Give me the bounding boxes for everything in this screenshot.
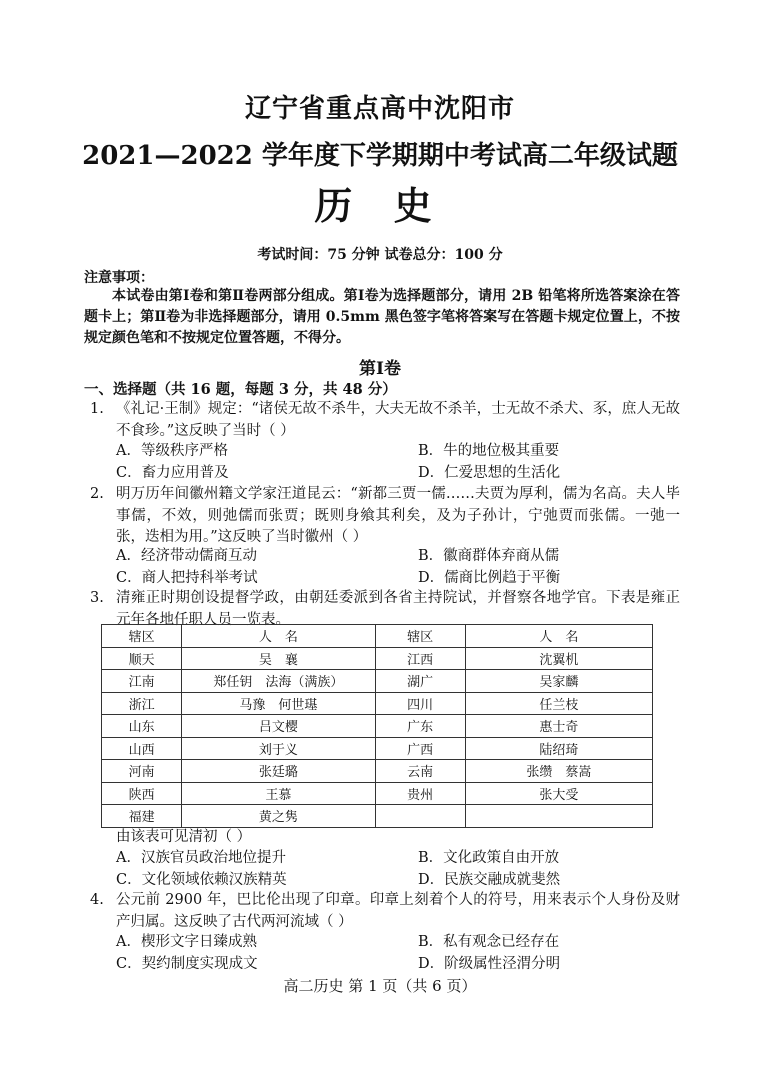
question-stem: 清雍正时期创设提督学政，由朝廷委派到各省主持院试，并督察各地学官。下表是雍正元年各地任职人员一览表。 — [116, 590, 680, 628]
subject-title: 历 史 — [314, 183, 446, 228]
question-number: 3. — [90, 590, 104, 606]
table-cell: 马豫 何世璂 — [182, 692, 375, 715]
table-cell — [465, 805, 652, 828]
table-row — [102, 647, 653, 670]
option-c[interactable]: C．契约制度实现成文 — [116, 955, 258, 972]
question-2 — [90, 484, 680, 549]
option-a[interactable]: A．经济带动儒商互动 — [116, 548, 257, 564]
question-1 — [90, 399, 680, 442]
table-cell: 吴 襄 — [182, 647, 375, 670]
question-stem: 《礼记·王制》规定：“诸侯无故不杀牛，大夫无故不杀羊，士无故不杀犬、豕，庶人无故不食珍。”这反映了当时（ ） — [116, 401, 680, 439]
table-cell: 张大受 — [465, 782, 652, 805]
table-row — [102, 805, 653, 828]
option-c[interactable]: C．畜力应用普及 — [116, 464, 229, 481]
option-c[interactable]: C．商人把持科举考试 — [116, 569, 258, 586]
volume-title: 第Ⅰ卷 — [359, 359, 401, 379]
table-cell: 云南 — [375, 760, 465, 783]
exam-title: 2021—2022 学年度下学期期中考试高二年级试题 — [82, 141, 678, 171]
table-cell: 湖广 — [375, 670, 465, 693]
table-cell: 张缵 蔡嵩 — [465, 760, 652, 783]
question-number: 1. — [90, 401, 104, 417]
table-cell: 黄之隽 — [182, 805, 375, 828]
option-d[interactable]: D．民族交融成就斐然 — [418, 871, 561, 888]
table-cell: 张廷璐 — [182, 760, 375, 783]
table-header-row — [102, 625, 653, 648]
table-cell: 沈翼机 — [465, 647, 652, 670]
table-cell: 广东 — [375, 715, 465, 738]
page-footer: 高二历史 第 1 页（共 6 页） — [283, 977, 477, 995]
question-4 — [90, 890, 680, 933]
table-cell: 浙江 — [102, 692, 182, 715]
table-cell — [375, 805, 465, 828]
table-cell: 顺天 — [102, 647, 182, 670]
table-row — [102, 782, 653, 805]
notice-title: 注意事项： — [84, 270, 154, 286]
table-cell: 江南 — [102, 670, 182, 693]
table-row — [102, 692, 653, 715]
table-cell: 福建 — [102, 805, 182, 828]
option-a[interactable]: A．等级秩序严格 — [116, 443, 228, 459]
question-stem: 明万历年间徽州籍文学家汪道昆云：“新都三贾一儒……夫贾为厚利，儒为名高。夫人毕事儒，不效，则弛儒而张贾；既则身飨其利矣，及为子孙计，宁弛贾而张儒。一弛一张，迭相为用。”这反映了当时徽州（ ） — [116, 486, 680, 545]
option-b[interactable]: B．私有观念已经存在 — [418, 934, 560, 950]
table-cell: 陆绍琦 — [465, 737, 652, 760]
exam-info: 考试时间：75 分钟 试卷总分：100 分 — [257, 247, 503, 263]
table-cell: 河南 — [102, 760, 182, 783]
question-4-options — [116, 932, 680, 975]
table-cell: 惠士奇 — [465, 715, 652, 738]
table-cell: 刘于义 — [182, 737, 375, 760]
option-d[interactable]: D．仁爱思想的生活化 — [418, 464, 561, 481]
question-3-options — [116, 848, 680, 891]
table-cell: 陕西 — [102, 782, 182, 805]
option-c[interactable]: C．文化领域依赖汉族精英 — [116, 871, 287, 888]
table-row — [102, 760, 653, 783]
table-row — [102, 715, 653, 738]
question-stem: 公元前 2900 年，巴比伦出现了印章。印章上刻着个人的符号，用来表示个人身份及财产归属。这反映了古代两河流域（ ） — [116, 892, 680, 930]
table-row — [102, 670, 653, 693]
table-row — [102, 737, 653, 760]
question-number: 2. — [90, 486, 104, 502]
table-cell: 吴家麟 — [465, 670, 652, 693]
table-cell: 江西 — [375, 647, 465, 670]
question-number: 4. — [90, 892, 104, 908]
official-table — [101, 624, 653, 828]
table-cell: 广西 — [375, 737, 465, 760]
question-2-options — [116, 546, 680, 589]
table-header-cell: 辖区 — [102, 625, 182, 648]
option-a[interactable]: A．汉族官员政治地位提升 — [116, 850, 286, 866]
table-cell: 山西 — [102, 737, 182, 760]
option-b[interactable]: B．徽商群体弃商从儒 — [418, 548, 560, 564]
school-title: 辽宁省重点高中沈阳市 — [244, 94, 515, 124]
table-cell: 郑任钥 法海（满族） — [182, 670, 375, 693]
table-cell: 四川 — [375, 692, 465, 715]
table-cell: 贵州 — [375, 782, 465, 805]
table-header-cell: 辖区 — [375, 625, 465, 648]
notice-body: 本试卷由第Ⅰ卷和第Ⅱ卷两部分组成。第Ⅰ卷为选择题部分，请用 2B 铅笔将所选答案涂在答题卡上；第Ⅱ卷为非选择题部分，请用 0.5mm 黑色签字笔将答案写在答题卡规定位置上，不按规定颜色笔和不按规定位置答题，不得分。 — [84, 288, 680, 346]
option-d[interactable]: D．阶级属性泾渭分明 — [418, 955, 561, 972]
option-b[interactable]: B．牛的地位极其重要 — [418, 443, 560, 459]
option-b[interactable]: B．文化政策自由开放 — [418, 850, 560, 866]
option-a[interactable]: A．楔形文字日臻成熟 — [116, 934, 257, 950]
table-header-cell: 人 名 — [182, 625, 375, 648]
table-cell: 王慕 — [182, 782, 375, 805]
section-title: 一、选择题（共 16 题，每题 3 分，共 48 分） — [84, 381, 397, 398]
question-3-follow: 由该表可见清初（ ） — [116, 829, 252, 845]
table-cell: 山东 — [102, 715, 182, 738]
option-d[interactable]: D．儒商比例趋于平衡 — [418, 569, 561, 586]
question-1-options — [116, 441, 680, 484]
table-cell: 任兰枝 — [465, 692, 652, 715]
table-cell: 吕文樱 — [182, 715, 375, 738]
table-header-cell: 人 名 — [465, 625, 652, 648]
